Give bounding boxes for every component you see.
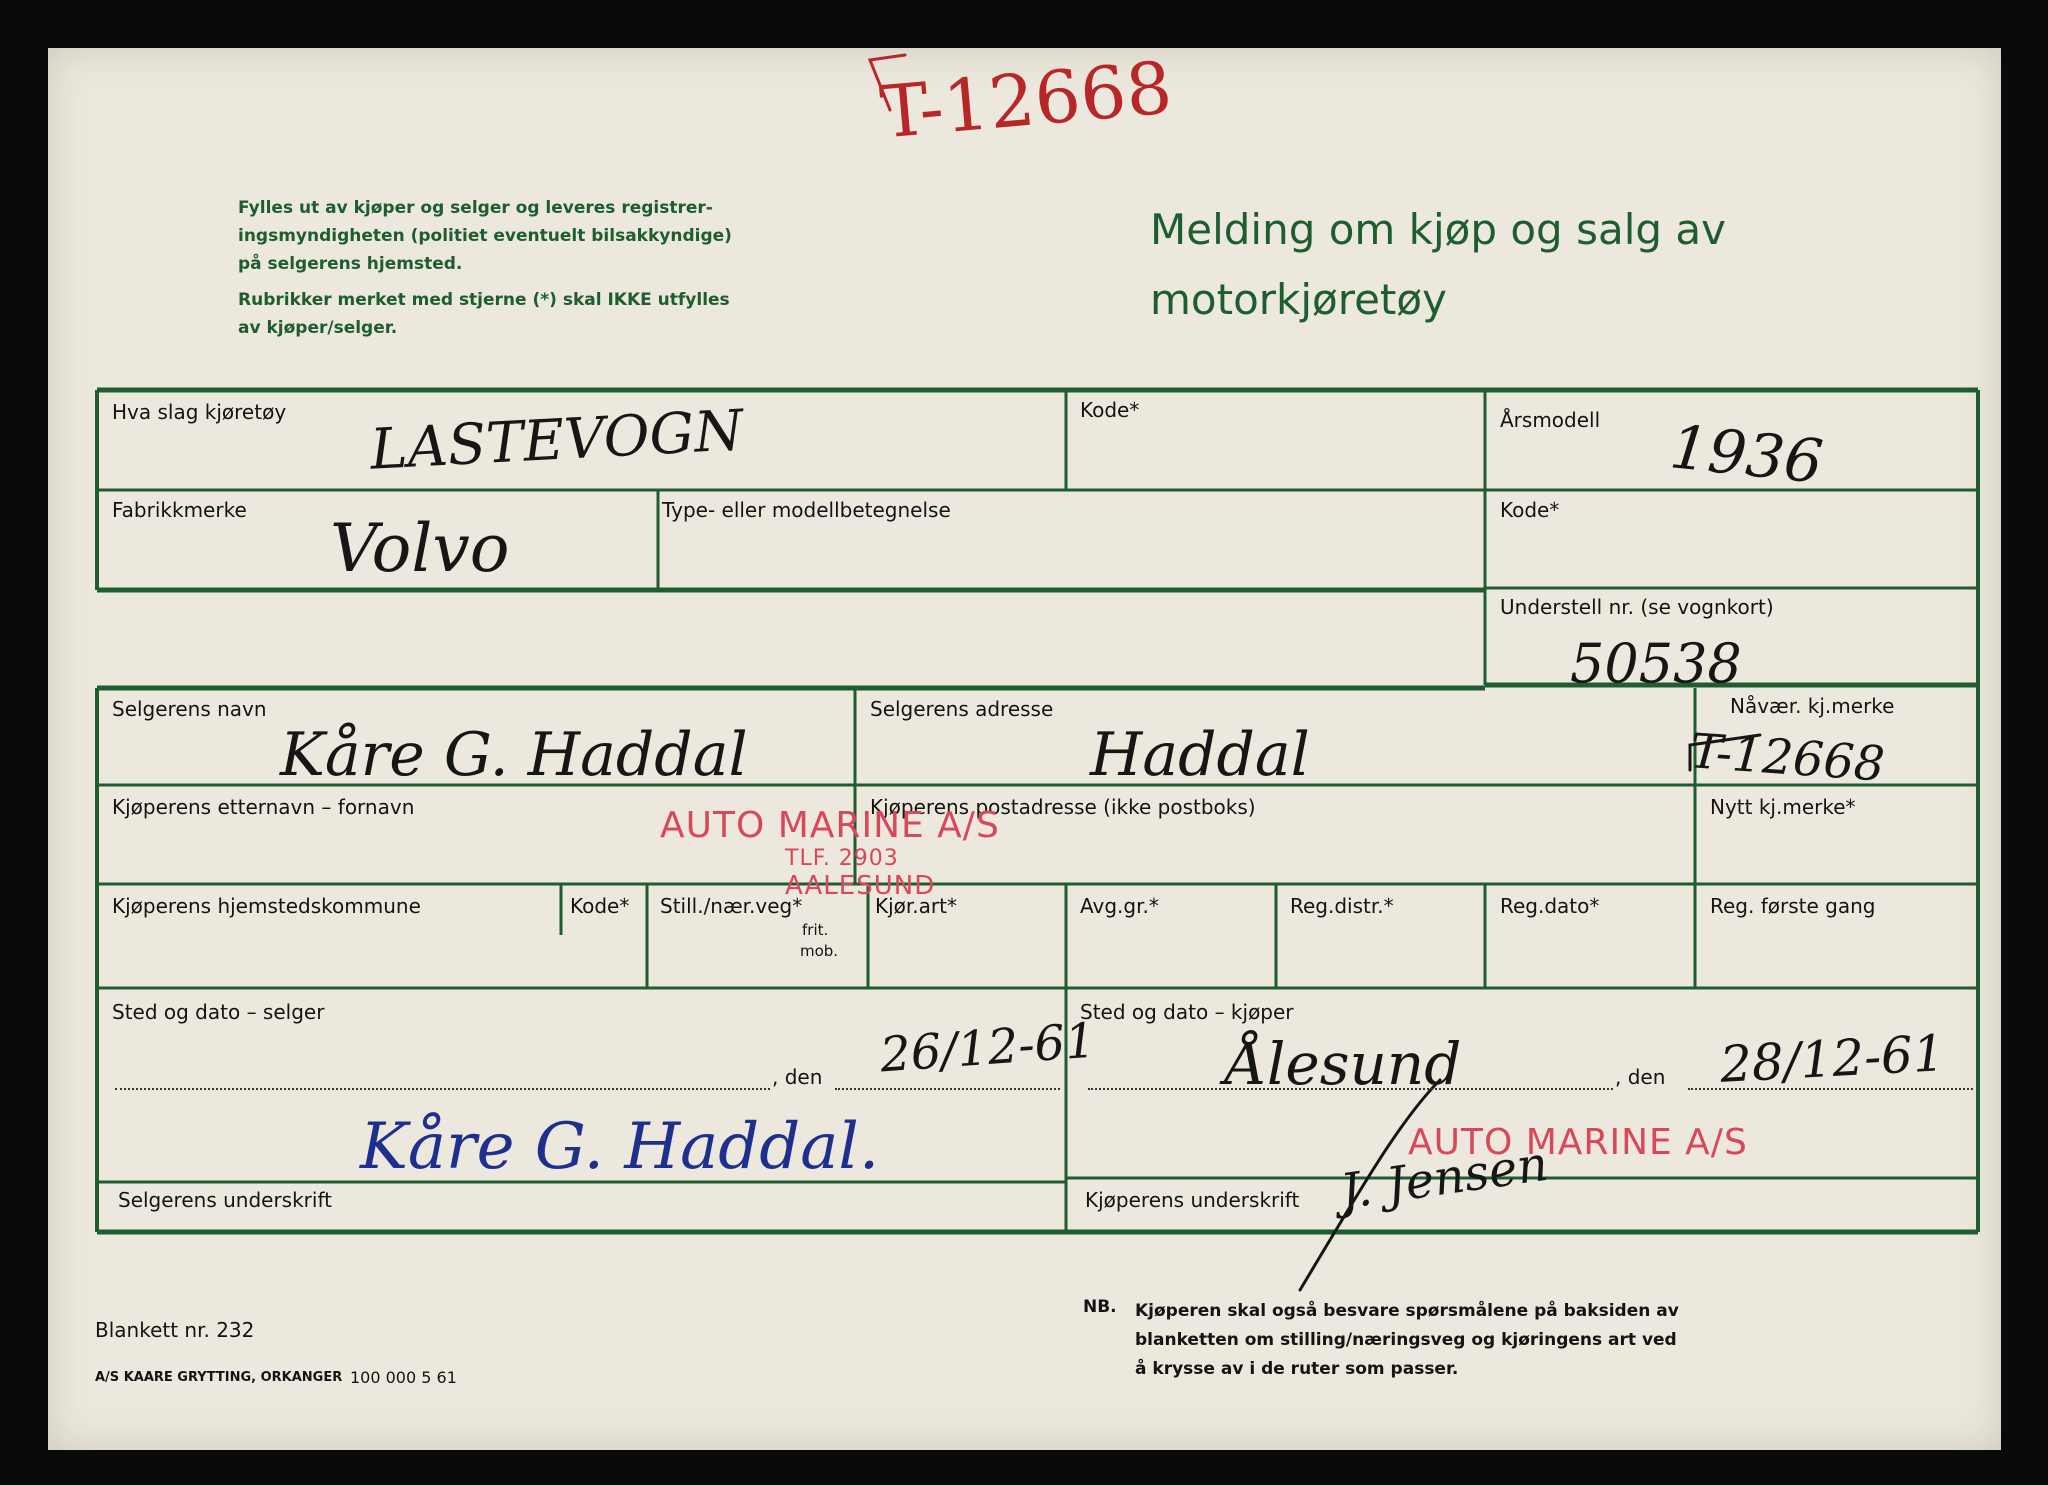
seller-place-line [115,1088,770,1090]
label-model-year: Årsmodell [1500,408,1601,432]
label-buyer-signature: Kjøperens underskrift [1085,1188,1300,1212]
seller-signature: Kåre G. Haddal. [360,1110,880,1184]
printer-name: A/S KAARE GRYTTING, ORKANGER [95,1370,343,1385]
label-buyer-municipality: Kjøperens hjemstedskommune [112,894,421,918]
note-line: Kjøperen skal også besvare spørsmålene på baksiden av [1135,1301,1679,1321]
title-line: Melding om kjøp og salg av [1150,205,1726,254]
label-den-seller: , den [772,1065,823,1089]
note-prefix: NB. [1083,1297,1117,1317]
stamp-phone: TLF. 2903 [785,846,899,871]
label-den-buyer: , den [1615,1065,1666,1089]
company-stamp [660,805,1000,901]
instruction-line: av kjøper/selger. [238,318,398,338]
label-buyer-name: Kjøperens etternavn – fornavn [112,795,415,819]
label-seller-address: Selgerens adresse [870,697,1054,721]
seller-date-line [835,1088,1060,1090]
form-number: Blankett nr. 232 [95,1318,255,1342]
value-seller-address: Haddal [1090,720,1310,790]
label-first-registration: Reg. første gang [1710,894,1876,918]
note-line: blanketten om stilling/næringsveg og kjøringens art ved [1135,1330,1677,1350]
value-current-plate: T-12668 [1688,723,1887,793]
value-buyer-date: 28/12-61 [1718,1024,1946,1094]
value-buyer-place: Ålesund [1225,1030,1462,1098]
value-model-year: 1936 [1666,412,1826,498]
title-line: motorkjøretøy [1150,275,1447,324]
form-title [1150,195,1726,335]
label-current-plate: Nåvær. kj.merke [1730,694,1895,718]
value-seller-name: Kåre G. Haddal [280,720,748,790]
buyer-signature: J. Jensen [1337,1135,1552,1221]
label-model: Type- eller modellbetegnelse [662,498,951,522]
buyer-note [1135,1297,1679,1384]
handwritten-reference-number: T-12668 [876,45,1176,155]
instruction-line: Rubrikker merket med stjerne (*) skal IKKE utfylles [238,290,730,310]
stamp-company-name: AUTO MARINE A/S [660,805,1000,846]
value-chassis-number: 50538 [1570,632,1742,695]
instruction-line: ingsmyndigheten (politiet eventuelt bilsakkyndige) [238,226,732,246]
label-code: Kode* [1080,398,1140,422]
value-make: Volvo [330,510,510,587]
label-seller-signature: Selgerens underskrift [118,1188,332,1212]
stamp-city: AALESUND [785,871,936,901]
label-driving-type: Kjør.art* [875,894,957,918]
value-vehicle-type: LASTEVOGN [368,398,745,483]
label-fee-group: Avg.gr.* [1080,894,1159,918]
label-chassis-number: Understell nr. (se vognkort) [1500,595,1774,619]
note-line: å krysse av i de ruter som passer. [1135,1359,1459,1379]
label-fritt: frit. [802,921,829,939]
company-stamp-2: AUTO MARINE A/S [1408,1122,1748,1163]
label-mob: mob. [800,942,839,960]
instruction-line: på selgerens hjemsted. [238,254,463,274]
label-code-2: Kode* [1500,498,1560,522]
label-buyer-place-date: Sted og dato – kjøper [1080,1000,1294,1024]
label-vehicle-type: Hva slag kjøretøy [112,400,287,424]
label-seller-name: Selgerens navn [112,697,267,721]
label-new-plate: Nytt kj.merke* [1710,795,1856,819]
label-reg-date: Reg.dato* [1500,894,1600,918]
label-buyer-address: Kjøperens postadresse (ikke postboks) [870,795,1256,819]
label-seller-place-date: Sted og dato – selger [112,1000,325,1024]
print-number: 100 000 5 61 [350,1368,457,1387]
instruction-line: Fylles ut av kjøper og selger og leveres registrer- [238,198,713,218]
label-municipality-code: Kode* [570,894,630,918]
label-reg-district: Reg.distr.* [1290,894,1394,918]
label-make: Fabrikkmerke [112,498,247,522]
instructions [238,194,732,342]
value-seller-date: 26/12-61 [878,1012,1098,1084]
label-occupation: Still./nær.veg* [660,894,803,918]
